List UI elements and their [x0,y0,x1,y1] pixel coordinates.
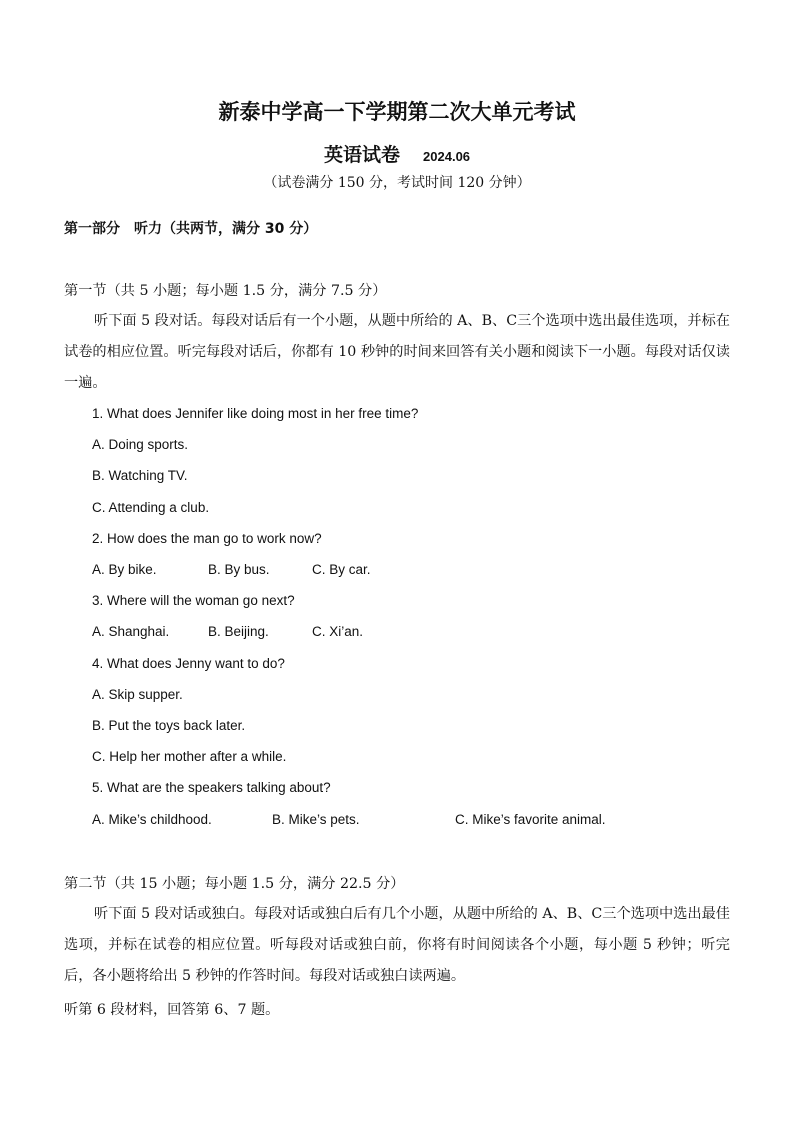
option: C. Attending a club. [92,500,210,515]
material-note: 听第 6 段材料，回答第 6、7 题。 [64,1002,280,1018]
question-stem: 4. What does Jenny want to do? [92,656,285,671]
question-stem: 2. How does the man go to work now? [92,531,322,546]
option: C. Mike’s favorite animal. [455,812,606,827]
question-stem: 5. What are the speakers talking about? [92,780,331,795]
exam-subject: 英语试卷 [323,144,400,166]
option: A. Mike’s childhood. [92,812,212,827]
exam-title: 新泰中学高一下学期第二次大单元考试 [218,100,576,124]
option: A. Doing sports. [92,437,189,452]
part-heading: 第一部分 听力（共两节，满分 30 分） [64,221,318,237]
section-1-heading: 第一节（共 5 小题；每小题 1.5 分，满分 7.5 分） [64,283,387,299]
question-stem: 1. What does Jennifer like doing most in her free time? [92,406,419,421]
option: B. By bus. [208,562,270,577]
option: B. Beijing. [208,624,269,639]
section-2-heading: 第二节（共 15 小题；每小题 1.5 分，满分 22.5 分） [64,876,405,892]
option: B. Watching TV. [92,468,188,483]
question-stem: 3. Where will the woman go next? [92,593,295,608]
exam-note: （试卷满分 150 分，考试时间 120 分钟） [263,175,531,191]
option: A. By bike. [92,562,157,577]
option: C. By car. [312,562,371,577]
option: C. Xi’an. [312,624,364,639]
option: A. Skip supper. [92,687,183,702]
section-1-instructions: 听下面 5 段对话。每段对话后有一个小题，从题中所给的 A、B、C三个选项中选出最佳选项，并标在试卷的相应位置。听完每段对话后，你都有 10 秒钟的时间来回答有关小题和阅读下一小题。每段对话仅读一遍。 [64,313,730,392]
option: B. Mike’s pets. [272,812,360,827]
exam-date: 2024.06 [423,149,471,164]
option: C. Help her mother after a while. [92,749,287,764]
subtitle-row [0,140,794,167]
option: A. Shanghai. [92,624,170,639]
section-2-instructions: 听下面 5 段对话或独白。每段对话或独白后有几个小题，从题中所给的 A、B、C三个选项中选出最佳选项，并标在试卷的相应位置。听每段对话或独白前，你将有时间阅读各个小题，每小题 5 秒钟；听完后，各小题将给出 5 秒钟的作答时间。每段对话或独白读两遍。 [64,906,730,985]
option: B. Put the toys back later. [92,718,246,733]
